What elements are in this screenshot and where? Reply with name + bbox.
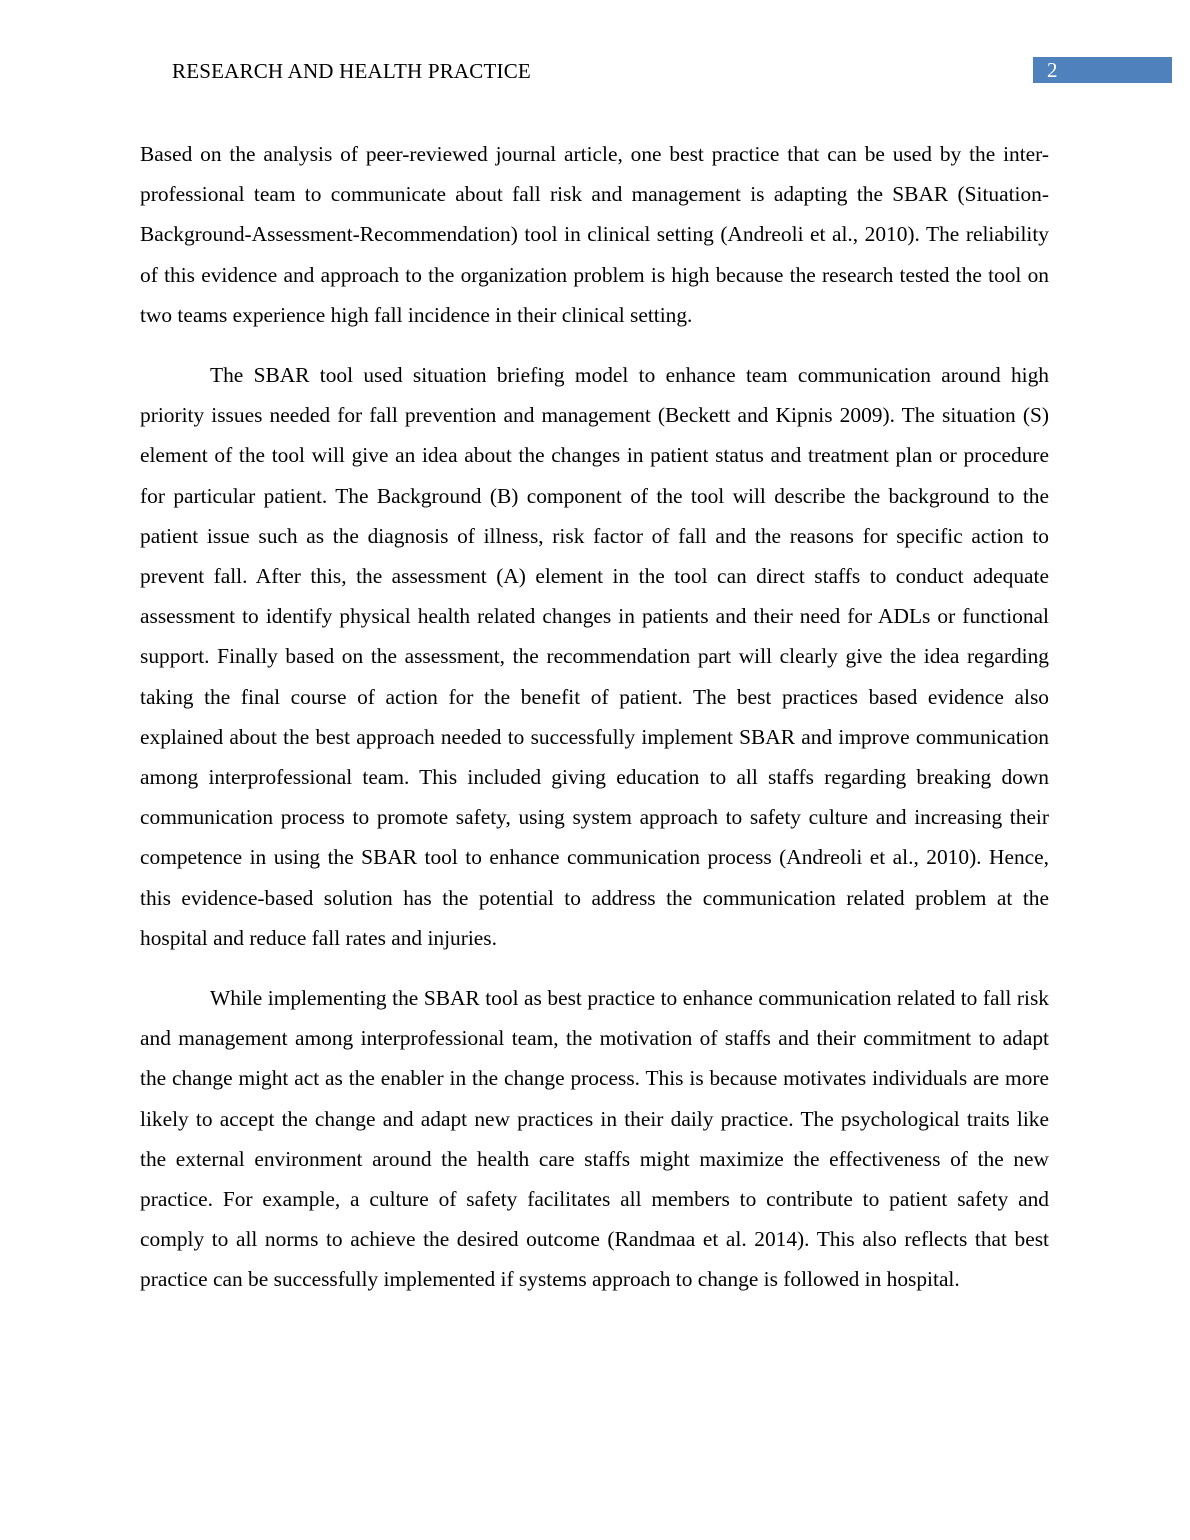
document-body	[140, 134, 1049, 1300]
paragraph-2: The SBAR tool used situation briefing model to enhance team communication around high priority issues needed for fall prevention and management (Beckett and Kipnis 2009). The situation (S) element of the tool will give an idea about the changes in patient status and treatment plan or procedure for particular patient. The Background (B) component of the tool will describe the background to the patient issue such as the diagnosis of illness, risk factor of fall and the reasons for specific action to prevent fall. After this, the assessment (A) element in the tool can direct staffs to conduct adequate assessment to identify physical health related changes in patients and their need for ADLs or functional support. Finally based on the assessment, the recommendation part will clearly give the idea regarding taking the final course of action for the benefit of patient. The best practices based evidence also explained about the best approach needed to successfully implement SBAR and improve communication among interprofessional team. This included giving education to all staffs regarding breaking down communication process to promote safety, using system approach to safety culture and increasing their competence in using the SBAR tool to enhance communication process (Andreoli et al., 2010). Hence, this evidence-based solution has the potential to address the communication related problem at the hospital and reduce fall rates and injuries.	[140, 363, 1049, 950]
page-number-badge	[1033, 57, 1172, 83]
page-number: 2	[1047, 58, 1058, 82]
paragraph-3: While implementing the SBAR tool as best practice to enhance communication related to fall risk and management among interprofessional team, the motivation of staffs and their commitment to adapt the change might act as the enabler in the change process. This is because motivates individuals are more likely to accept the change and adapt new practices in their daily practice. The psychological traits like the external environment around the health care staffs might maximize the effectiveness of the new practice. For example, a culture of safety facilitates all members to contribute to patient safety and comply to all norms to achieve the desired outcome (Randmaa et al. 2014). This also reflects that best practice can be successfully implemented if systems approach to change is followed in hospital.	[140, 986, 1049, 1292]
paragraph-1: Based on the analysis of peer-reviewed journal article, one best practice that can be used by the inter-professional team to communicate about fall risk and management is adapting the SBAR (Situation-Background-Assessment-Recommendation) tool in clinical setting (Andreoli et al., 2010). The reliability of this evidence and approach to the organization problem is high because the research tested the tool on two teams experience high fall incidence in their clinical setting.	[140, 142, 1049, 327]
running-head-title: RESEARCH AND HEALTH PRACTICE	[172, 59, 531, 83]
